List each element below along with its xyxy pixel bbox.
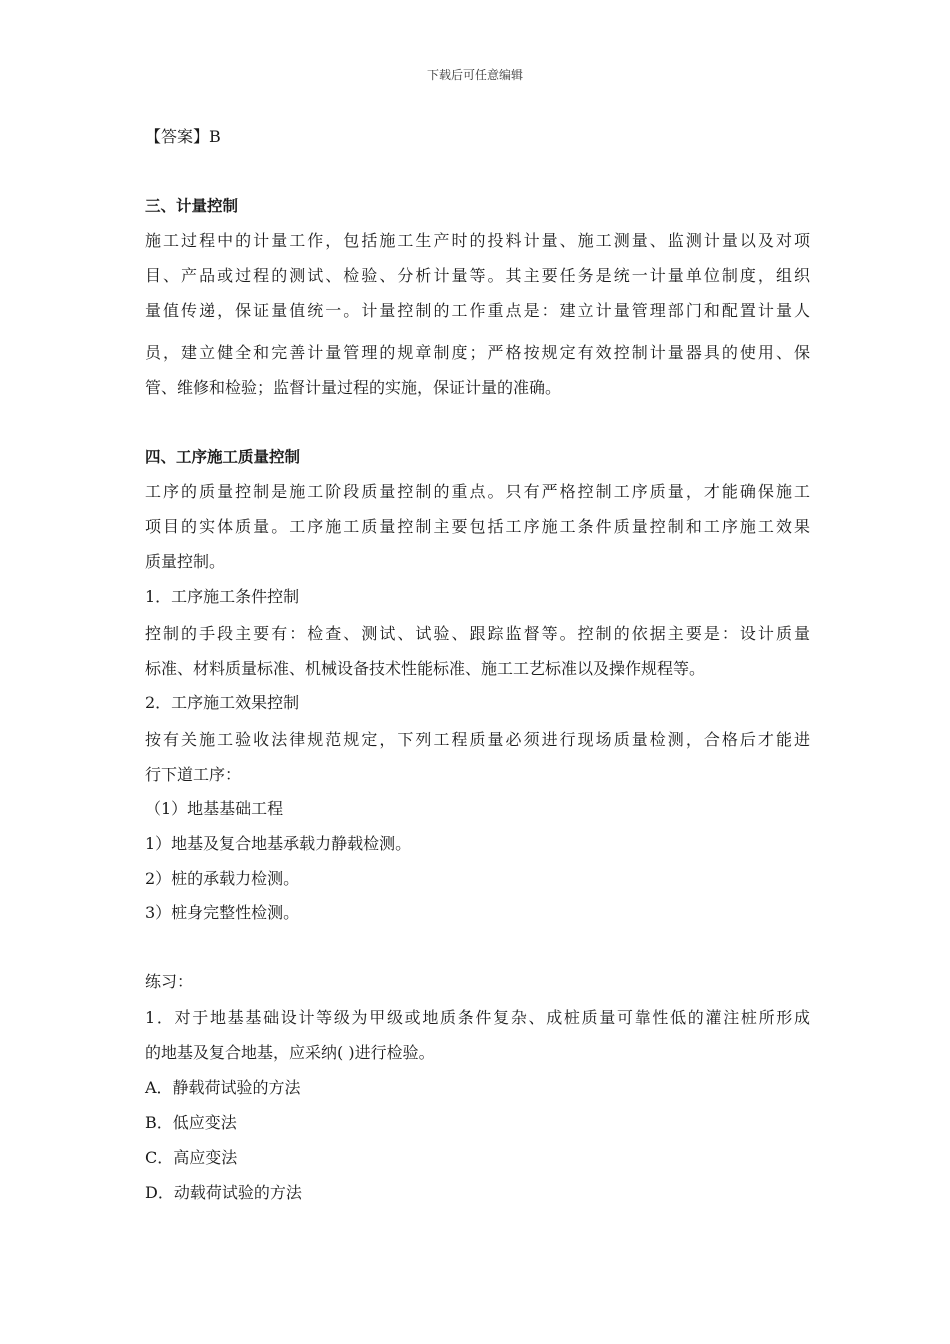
question-line: 的地基及复合地基，应采纳( )进行检验。: [145, 1043, 435, 1062]
exercise-label: 练习：: [145, 972, 194, 991]
option-b: B．低应变法: [145, 1113, 237, 1132]
section-4-line: 工序的质量控制是施工阶段质量控制的重点。只有严格控制工序质量，才能确保施工: [145, 482, 810, 501]
list-item: 3）桩身完整性检测。: [145, 903, 300, 922]
option-c: C．高应变法: [145, 1148, 238, 1167]
section-4-line: 标准、材料质量标准、机械设备技术性能标准、施工工艺标准以及操作规程等。: [145, 659, 706, 678]
section-4-line: 控制的手段主要有：检查、测试、试验、跟踪监督等。控制的依据主要是：设计质量: [145, 624, 810, 643]
section-3-line: 施工过程中的计量工作，包括施工生产时的投料计量、施工测量、监测计量以及对项: [145, 231, 810, 250]
section-3-line: 目、产品或过程的测试、检验、分析计量等。其主要任务是统一计量单位制度，组织: [145, 266, 810, 285]
section-4-line: 项目的实体质量。工序施工质量控制主要包括工序施工条件质量控制和工序施工效果: [145, 517, 810, 536]
page-header: 下载后可任意编辑: [426, 68, 523, 82]
section-3-line: 量值传递，保证量值统一。计量控制的工作重点是：建立计量管理部门和配置计量人: [145, 301, 810, 320]
option-d: D．动载荷试验的方法: [145, 1183, 302, 1202]
subheading: 2．工序施工效果控制: [145, 693, 300, 712]
option-a: A．静载荷试验的方法: [145, 1078, 301, 1097]
question-line: 1．对于地基基础设计等级为甲级或地质条件复杂、成桩质量可靠性低的灌注桩所形成: [145, 1008, 810, 1027]
list-item: 2）桩的承载力检测。: [145, 869, 300, 888]
section-3-title: 三、计量控制: [145, 197, 239, 215]
list-item: （1）地基基础工程: [145, 799, 284, 818]
answer-line: 【答案】B: [145, 127, 221, 146]
list-item: 1）地基及复合地基承载力静载检测。: [145, 834, 412, 853]
section-4-line: 行下道工序：: [145, 765, 242, 784]
section-3-line: 管、维修和检验；监督计量过程的实施，保证计量的准确。: [145, 378, 562, 397]
section-4-line: 按有关施工验收法律规范规定，下列工程质量必须进行现场质量检测，合格后才能进: [145, 730, 810, 749]
subheading: 1．工序施工条件控制: [145, 587, 300, 606]
section-4-title: 四、工序施工质量控制: [145, 448, 301, 466]
section-4-line: 质量控制。: [145, 552, 226, 571]
section-3-line: 员，建立健全和完善计量管理的规章制度；严格按规定有效控制计量器具的使用、保: [145, 343, 810, 362]
